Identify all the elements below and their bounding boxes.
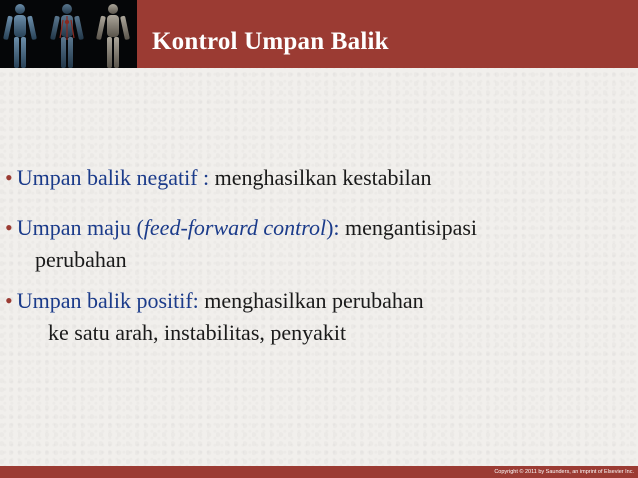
bullet-continuation: perubahan	[35, 247, 127, 272]
bullet-icon: •	[5, 165, 13, 190]
human-figure-icon	[3, 4, 37, 68]
bullet-description: mengantisipasi	[339, 215, 478, 240]
bullet-icon: •	[5, 215, 13, 240]
human-figure-icon	[96, 4, 130, 68]
bullet-term-italic: feed-forward control	[143, 215, 327, 240]
human-figure-icon	[50, 4, 84, 68]
bullet-term: Umpan balik positif:	[16, 288, 199, 313]
bullet-term: Umpan maju (	[16, 215, 144, 240]
anatomy-figures-image	[0, 0, 137, 68]
slide-title: Kontrol Umpan Balik	[152, 28, 389, 55]
copyright-notice: Copyright © 2011 by Saunders, an imprint of Elsevier Inc.	[494, 469, 634, 475]
bullet-description: menghasilkan kestabilan	[209, 165, 432, 190]
bullet-continuation: ke satu arah, instabilitas, penyakit	[48, 320, 347, 345]
bullet-term: Umpan balik negatif :	[16, 165, 210, 190]
bullet-item	[5, 165, 432, 191]
bullet-description: menghasilkan perubahan	[198, 288, 424, 313]
bullet-item	[5, 288, 424, 314]
bullet-item	[5, 215, 477, 241]
bullet-term-close: ):	[326, 215, 340, 240]
bullet-icon: •	[5, 288, 13, 313]
